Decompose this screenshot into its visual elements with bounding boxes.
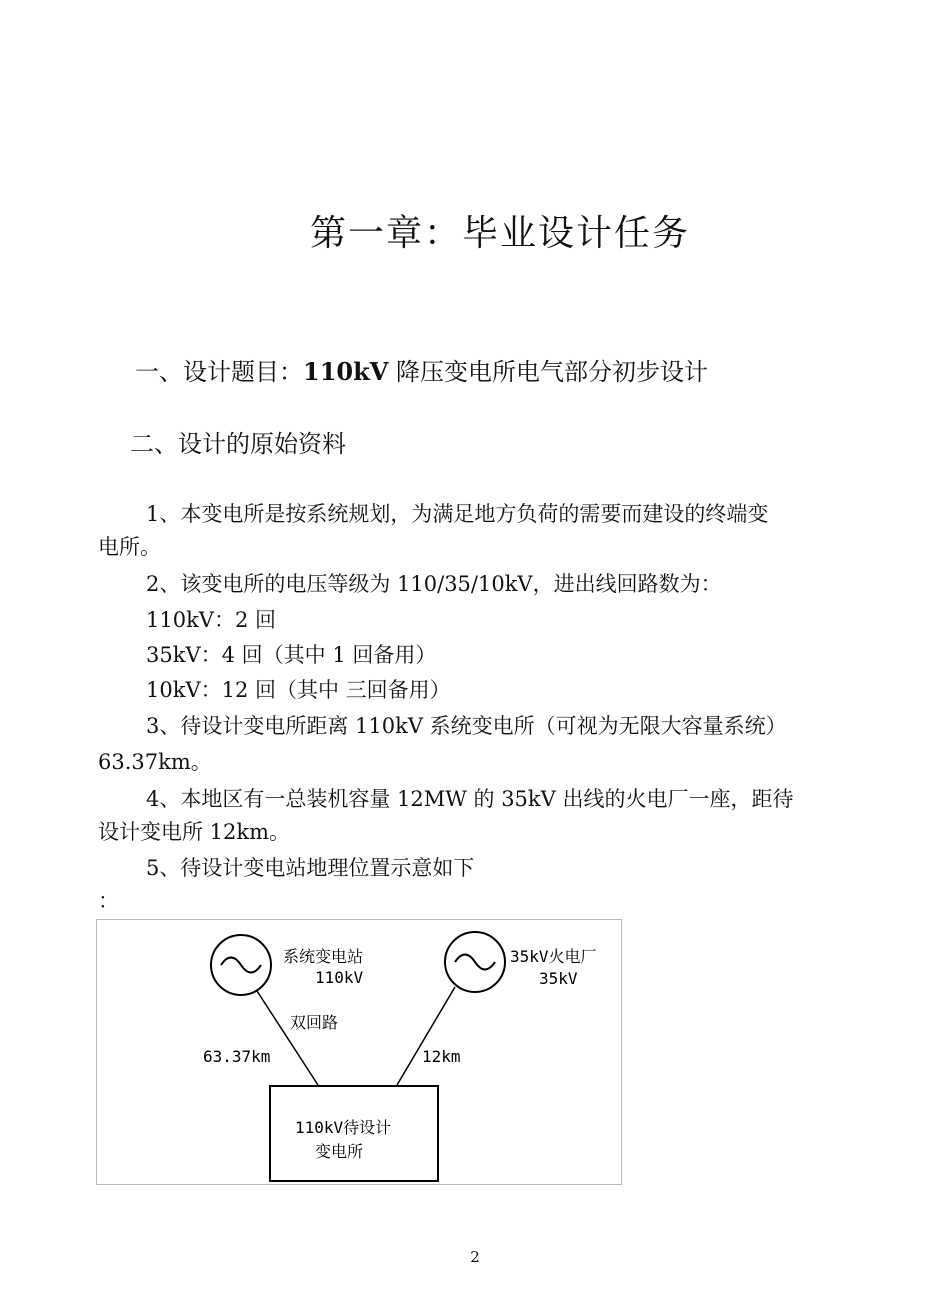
location-diagram-svg	[97, 920, 621, 1184]
double-circuit-label: 双回路	[290, 1013, 339, 1032]
substation-label-line-2: 变电所	[315, 1142, 364, 1161]
paragraph-5-line-1: 5、待设计变电站地理位置示意如下	[146, 856, 475, 880]
paragraph-3-line-2: 63.37km。	[98, 750, 212, 774]
section-2-heading: 二、设计的原始资料	[130, 430, 346, 458]
paragraph-1-line-2: 电所。	[98, 535, 161, 559]
paragraph-4-line-1: 4、本地区有一总装机容量 12MW 的 35kV 出线的火电厂一座，距待	[146, 787, 794, 811]
section-1-bold-voltage: 110kV	[303, 357, 389, 386]
paragraph-2-line-2: 110kV：2 回	[146, 608, 277, 632]
line-system-to-substation	[257, 991, 318, 1085]
paragraph-5-line-2: ：	[98, 889, 119, 913]
distance-left-label: 63.37km	[203, 1047, 271, 1066]
system-station-generator-icon	[211, 935, 271, 995]
paragraph-1-line-1: 1、本变电所是按系统规划，为满足地方负荷的需要而建设的终端变	[146, 502, 769, 526]
section-1-rest: 降压变电所电气部分初步设计	[388, 358, 708, 386]
section-1-prefix: 一、设计题目：	[135, 358, 303, 386]
system-station-name: 系统变电站	[283, 947, 364, 966]
plant-voltage: 35kV	[539, 969, 578, 988]
paragraph-2-line-4: 10kV：12 回（其中 三回备用）	[146, 678, 451, 702]
line-plant-to-substation	[397, 987, 455, 1085]
substation-label-line-1: 110kV待设计	[295, 1118, 392, 1137]
plant-name: 35kV火电厂	[510, 947, 597, 966]
paragraph-4-line-2: 设计变电所 12km。	[98, 820, 291, 844]
paragraph-2-line-1: 2、该变电所的电压等级为 110/35/10kV，进出线回路数为：	[146, 572, 722, 596]
chapter-title: 第一章：毕业设计任务	[309, 213, 690, 254]
section-1-heading	[135, 352, 708, 387]
page-number: 2	[470, 1248, 480, 1266]
power-plant-generator-icon	[445, 932, 505, 992]
system-station-voltage: 110kV	[315, 968, 364, 987]
paragraph-3-line-1: 3、待设计变电所距离 110kV 系统变电所（可视为无限大容量系统）	[146, 714, 787, 738]
location-diagram	[96, 919, 622, 1185]
paragraph-2-line-3: 35kV：4 回（其中 1 回备用）	[146, 643, 437, 667]
distance-right-label: 12km	[422, 1047, 461, 1066]
